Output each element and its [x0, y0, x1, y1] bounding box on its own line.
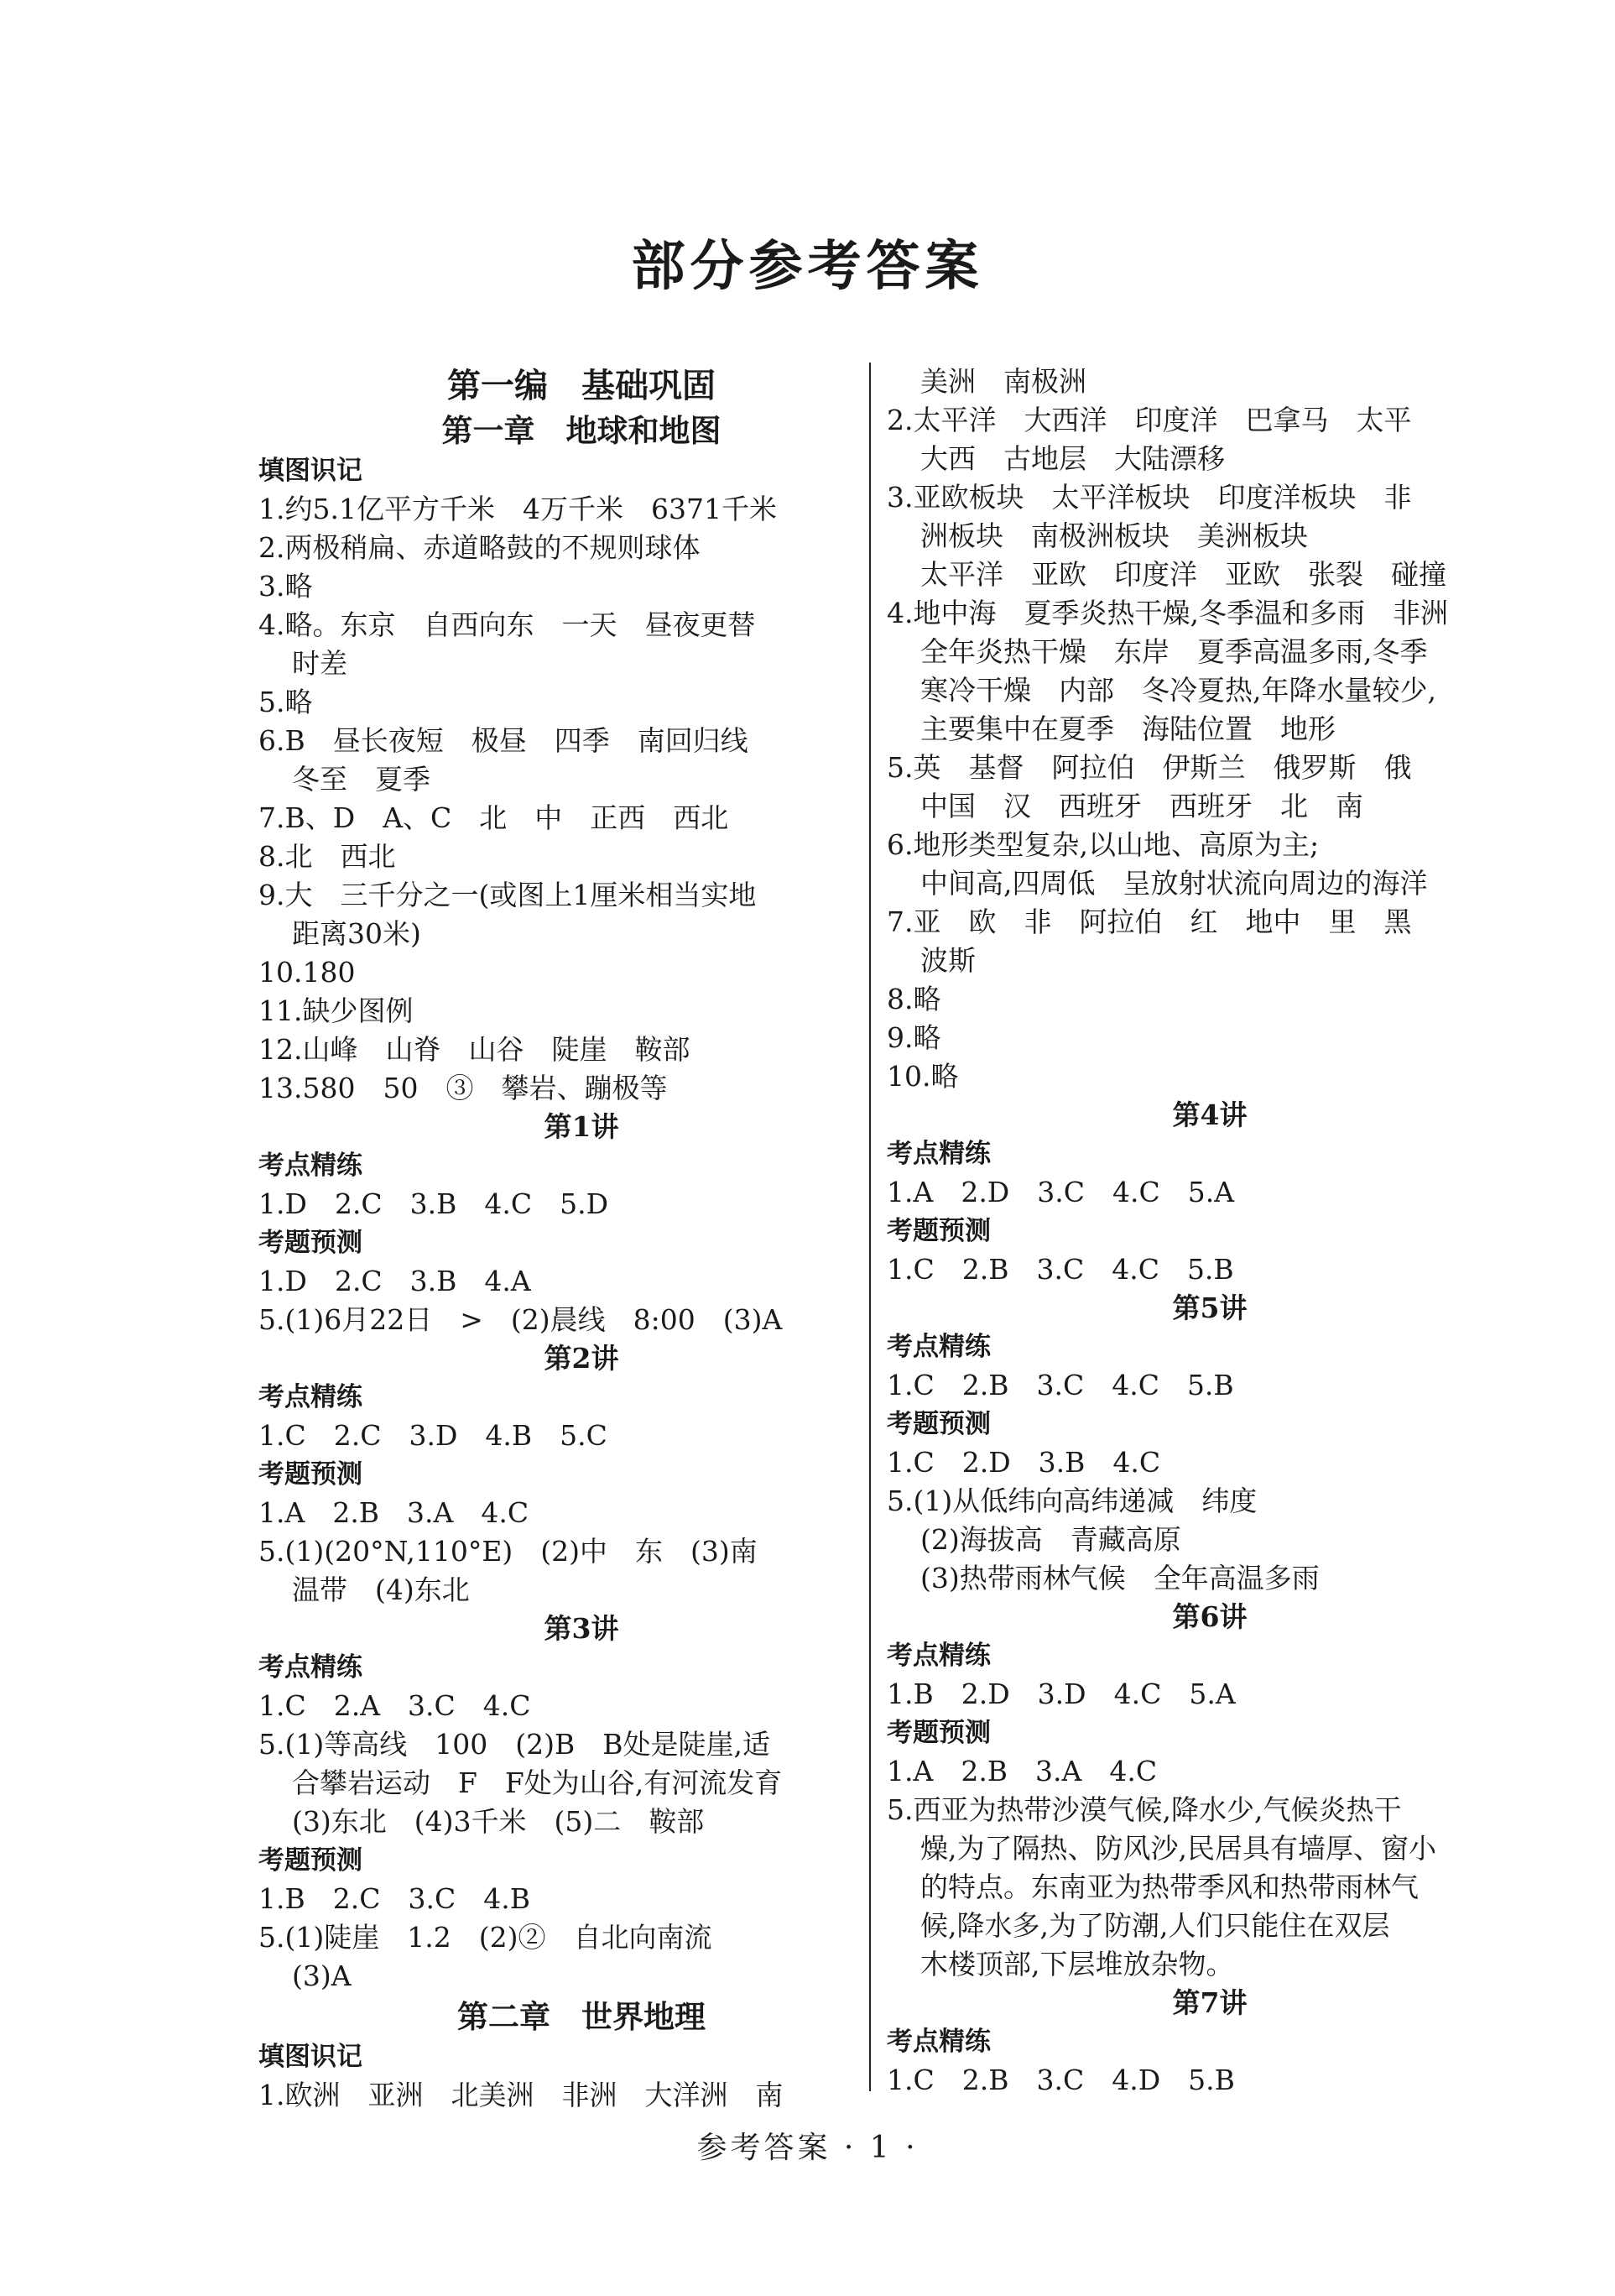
- answer-line: 4.地中海 夏季炎热干燥,冬季温和多雨 非洲: [887, 597, 1448, 629]
- answer-line: 波斯: [920, 944, 976, 977]
- answer-line: 5.(1)(20°N,110°E) (2)中 东 (3)南: [258, 1535, 758, 1568]
- answer-line: 燥,为了隔热、防风沙,民居具有墙厚、窗小: [920, 1832, 1436, 1865]
- answer-line: 12.山峰 山脊 山谷 陡崖 鞍部: [258, 1033, 690, 1066]
- answer-line: 美洲 南极洲: [920, 365, 1086, 398]
- answer-line: 1.A 2.B 3.A 4.C: [258, 1496, 529, 1529]
- left-column: [258, 363, 904, 2115]
- answer-line: 6.地形类型复杂,以山地、高原为主;: [887, 828, 1320, 861]
- answer-line: 温带 (4)东北: [292, 1573, 470, 1606]
- lecture-heading: 第2讲: [544, 1342, 619, 1375]
- section-heading: 考点精练: [887, 1332, 991, 1362]
- answer-line: 5.(1)陡崖 1.2 (2)② 自北向南流: [258, 1921, 712, 1954]
- section-heading: 考题预测: [258, 1459, 362, 1490]
- section-heading: 考题预测: [887, 1409, 991, 1439]
- answer-line: 1.C 2.B 3.C 4.C 5.B: [887, 1253, 1234, 1286]
- answer-line: 距离30米): [292, 917, 421, 950]
- answer-line: 8.略: [887, 983, 941, 1015]
- answer-line: 5.西亚为热带沙漠气候,降水少,气候炎热干: [887, 1793, 1402, 1826]
- lecture-heading: 第7讲: [1172, 1986, 1248, 2019]
- answer-line: 1.约5.1亿平方千米 4万千米 6371千米: [258, 493, 777, 525]
- section-heading: 考点精练: [258, 1382, 362, 1412]
- answer-line: 5.略: [258, 686, 313, 718]
- page-footer: 参考答案 · 1 ·: [696, 2131, 919, 2165]
- section-heading: 考点精练: [258, 1151, 362, 1181]
- section-heading: 填图识记: [258, 2042, 362, 2072]
- answer-line: 6.B 昼长夜短 极昼 四季 南回归线: [258, 724, 748, 757]
- section-heading: 考题预测: [258, 1228, 362, 1258]
- chapter-heading: 第二章 世界地理: [457, 1998, 706, 2035]
- answer-line: 1.C 2.B 3.C 4.D 5.B: [887, 2064, 1235, 2096]
- answer-line: 1.C 2.B 3.C 4.C 5.B: [887, 1369, 1234, 1401]
- answer-line: 1.欧洲 亚洲 北美洲 非洲 大洋洲 南: [258, 2079, 784, 2111]
- answer-line: 2.太平洋 大西洋 印度洋 巴拿马 太平: [887, 404, 1412, 436]
- answer-line: (3)A: [292, 1959, 352, 1992]
- section-heading: 考点精练: [258, 1652, 362, 1683]
- answer-line: 主要集中在夏季 海陆位置 地形: [920, 712, 1336, 745]
- section-heading: 考点精练: [887, 1641, 991, 1671]
- section-heading: 考点精练: [887, 1139, 991, 1169]
- answer-line: 1.C 2.A 3.C 4.C: [258, 1689, 531, 1722]
- answer-line: 4.略。东京 自西向东 一天 昼夜更替: [258, 608, 756, 641]
- right-column: [887, 363, 1533, 2100]
- answer-line: 中间高,四周低 呈放射状流向周边的海洋: [920, 867, 1428, 900]
- answer-line: 8.北 西北: [258, 840, 396, 873]
- lecture-heading: 第6讲: [1172, 1600, 1248, 1633]
- answer-line: 3.略: [258, 570, 313, 603]
- answer-line: 全年炎热干燥 东岸 夏季高温多雨,冬季: [920, 635, 1428, 668]
- answer-line: 木楼顶部,下层堆放杂物。: [920, 1948, 1234, 1980]
- section-heading: 考点精练: [887, 2027, 991, 2057]
- answer-line: 时差: [292, 647, 347, 680]
- lecture-heading: 第1讲: [544, 1110, 619, 1143]
- answer-line: 1.D 2.C 3.B 4.A: [258, 1265, 531, 1297]
- answer-line: 5.英 基督 阿拉伯 伊斯兰 俄罗斯 俄: [887, 751, 1412, 784]
- answer-line: 大西 古地层 大陆漂移: [920, 442, 1225, 475]
- answer-line: 冬至 夏季: [292, 763, 430, 796]
- answer-line: 1.A 2.B 3.A 4.C: [887, 1755, 1158, 1787]
- answer-line: 9.大 三千分之一(或图上1厘米相当实地: [258, 879, 757, 911]
- answer-line: 5.(1)等高线 100 (2)B B处是陡崖,适: [258, 1728, 770, 1761]
- answer-line: 11.缺少图例: [258, 994, 414, 1027]
- answer-line: (3)东北 (4)3千米 (5)二 鞍部: [292, 1805, 705, 1838]
- answer-line: 9.略: [887, 1021, 941, 1054]
- section-heading: 考题预测: [887, 1216, 991, 1246]
- answer-line: (2)海拔高 青藏高原: [920, 1523, 1181, 1556]
- answer-line: (3)热带雨林气候 全年高温多雨: [920, 1562, 1320, 1594]
- answer-line: 的特点。东南亚为热带季风和热带雨林气: [920, 1871, 1419, 1903]
- answer-line: 1.C 2.C 3.D 4.B 5.C: [258, 1419, 607, 1452]
- answer-line: 1.A 2.D 3.C 4.C 5.A: [887, 1176, 1235, 1208]
- lecture-heading: 第4讲: [1172, 1098, 1248, 1131]
- lecture-heading: 第3讲: [544, 1612, 619, 1645]
- chapter-heading: 第一章 地球和地图: [441, 412, 722, 449]
- answer-line: 1.C 2.D 3.B 4.C: [887, 1446, 1161, 1479]
- answer-line: 1.B 2.D 3.D 4.C 5.A: [887, 1678, 1236, 1710]
- answer-line: 5.(1)从低纬向高纬递减 纬度: [887, 1485, 1258, 1517]
- answer-line: 洲板块 南极洲板块 美洲板块: [920, 519, 1308, 552]
- answer-line: 中国 汉 西班牙 西班牙 北 南: [920, 790, 1363, 822]
- answer-line: 候,降水多,为了防潮,人们只能住在双层: [920, 1909, 1390, 1942]
- answer-line: 1.D 2.C 3.B 4.C 5.D: [258, 1187, 609, 1220]
- answer-line: 13.580 50 ③ 攀岩、蹦极等: [258, 1072, 668, 1104]
- answer-line: 5.(1)6月22日 > (2)晨线 8:00 (3)A: [258, 1303, 783, 1336]
- section-heading: 考题预测: [887, 1718, 991, 1748]
- section-heading: 填图识记: [258, 456, 362, 486]
- answer-line: 太平洋 亚欧 印度洋 亚欧 张裂 碰撞: [920, 558, 1446, 591]
- answer-line: 2.两极稍扁、赤道略鼓的不规则球体: [258, 531, 701, 564]
- answer-line: 7.亚 欧 非 阿拉伯 红 地中 里 黑: [887, 905, 1412, 938]
- lecture-heading: 第5讲: [1172, 1292, 1248, 1324]
- column-divider: [869, 363, 871, 2091]
- answer-line: 7.B、D A、C 北 中 正西 西北: [258, 801, 729, 834]
- answer-line: 寒冷干燥 内部 冬冷夏热,年降水量较少,: [920, 674, 1436, 707]
- answer-line: 1.B 2.C 3.C 4.B: [258, 1882, 530, 1915]
- answer-line: 10.180: [258, 956, 356, 989]
- answer-line: 10.略: [887, 1060, 959, 1093]
- section-heading: 考题预测: [258, 1845, 362, 1876]
- part-heading: 第一编 基础巩固: [447, 366, 716, 405]
- answer-line: 3.亚欧板块 太平洋板块 印度洋板块 非: [887, 481, 1412, 514]
- page-title: 部分参考答案: [631, 235, 984, 298]
- answer-line: 合攀岩运动 F F处为山谷,有河流发育: [292, 1766, 783, 1799]
